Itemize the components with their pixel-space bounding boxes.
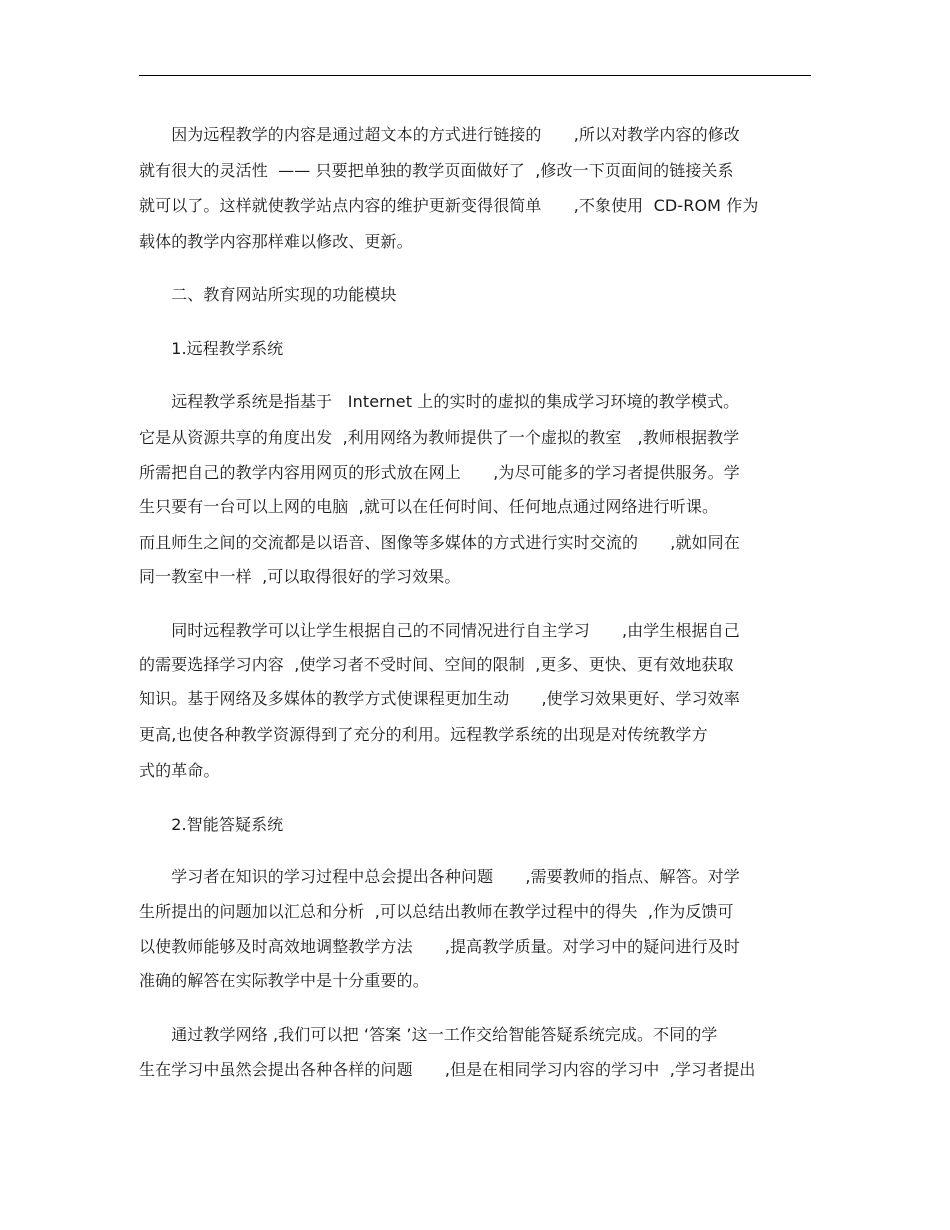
text-line: 同一教室中一样 ,可以取得很好的学习效果。 — [139, 567, 461, 586]
text-line: 通过教学网络 ,我们可以把 ‘答案 ’这一工作交给智能答疑系统完成。不同的学 — [139, 1025, 718, 1044]
text-line: 学习者在知识的学习过程中总会提出各种问题 ,需要教师的指点、解答。对学 — [139, 867, 740, 886]
text-line: 因为远程教学的内容是通过超文本的方式进行链接的 ,所以对教学内容的修改 — [139, 125, 740, 144]
text-line: 而且师生之间的交流都是以语音、图像等多媒体的方式进行实时交流的 ,就如同在 — [139, 533, 740, 552]
subsection-heading: 1.远程教学系统 — [139, 339, 284, 358]
text-line: 所需把自己的教学内容用网页的形式放在网上 ,为尽可能多的学习者提供服务。学 — [139, 463, 740, 482]
text-line: 它是从资源共享的角度出发 ,利用网络为教师提供了一个虚拟的教室 ,教师根据教学 — [139, 428, 740, 447]
text-line: 生所提出的问题加以汇总和分析 ,可以总结出教师在教学过程中的得失 ,作为反馈可 — [139, 902, 734, 921]
text-line: 准确的解答在实际教学中是十分重要的。 — [139, 971, 429, 990]
text-line: 生在学习中虽然会提出各种各样的问题 ,但是在相同学习内容的学习中 ,学习者提出 — [139, 1060, 756, 1079]
text-line: 以使教师能够及时高效地调整教学方法 ,提高教学质量。对学习中的疑问进行及时 — [139, 937, 740, 956]
text-line: 远程教学系统是指基于 Internet 上的实时的虚拟的集成学习环境的教学模式。 — [139, 392, 740, 411]
text-line: 载体的教学内容那样难以修改、更新。 — [139, 232, 413, 251]
text-line: 同时远程教学可以让学生根据自己的不同情况进行自主学习 ,由学生根据自己 — [139, 621, 740, 640]
section-heading: 二、教育网站所实现的功能模块 — [139, 285, 397, 304]
text-line: 式的革命。 — [139, 761, 220, 780]
text-line: 就有很大的灵活性 —— 只要把单独的教学页面做好了 ,修改一下页面间的链接关系 — [139, 161, 734, 180]
subsection-heading: 2.智能答疑系统 — [139, 815, 284, 834]
text-line: 就可以了。这样就使教学站点内容的维护更新变得很简单 ,不象使用 CD-ROM 作为 — [139, 196, 759, 215]
header-rule — [139, 75, 811, 76]
text-line: 的需要选择学习内容 ,使学习者不受时间、空间的限制 ,更多、更快、更有效地获取 — [139, 655, 734, 674]
text-line: 生只要有一台可以上网的电脑 ,就可以在任何时间、任何地点通过网络进行听课。 — [139, 497, 719, 516]
text-line: 知识。基于网络及多媒体的教学方式使课程更加生动 ,使学习效果更好、学习效率 — [139, 689, 740, 708]
text-line: 更高,也使各种教学资源得到了充分的利用。远程教学系统的出现是对传统教学方 — [139, 725, 708, 744]
